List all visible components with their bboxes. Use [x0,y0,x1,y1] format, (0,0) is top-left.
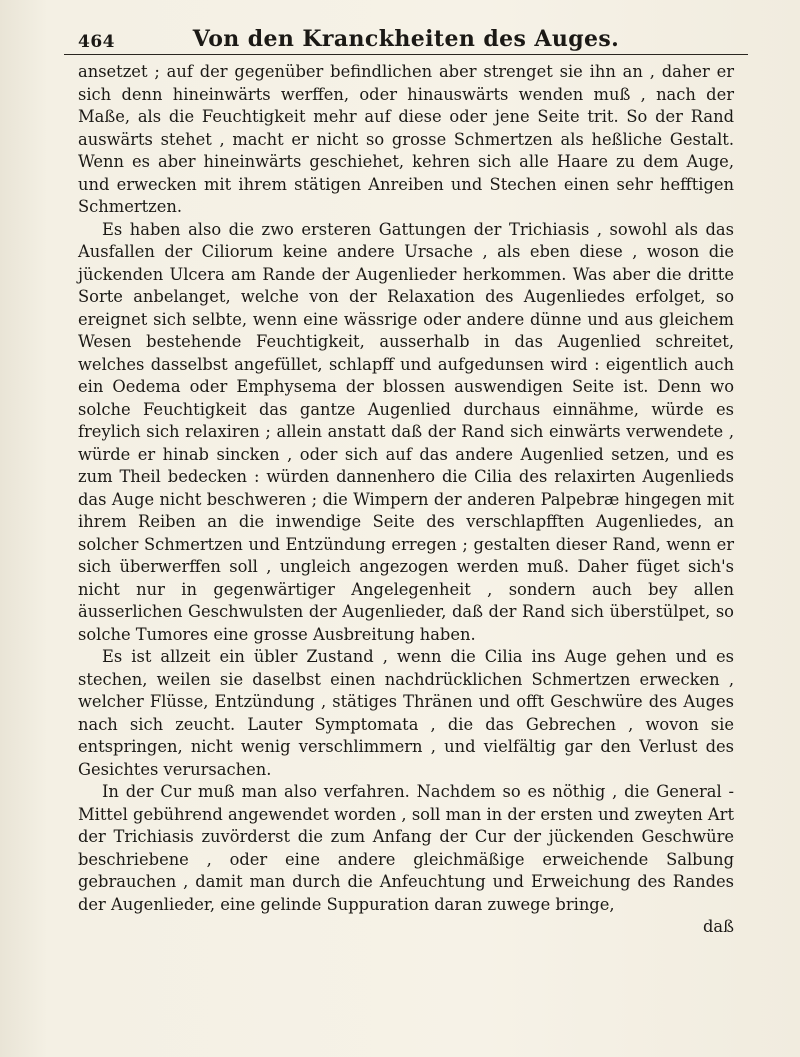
paragraph: ansetzet ; auf der gegenüber befindlichen aber strenget sie ihn an , daher er sich denn hineinwärts werffen, oder hinauswärts wenden muß , nach der Maße, als die Feuchtigkeit mehr auf diese oder jene Seite trit. So der Rand auswärts stehet , macht er nicht so grosse Schmertzen als heßliche Gestalt. Wenn es aber hineinwärts geschiehet, kehren sich alle Haare zu dem Auge, und erwecken mit ihrem stätigen Anreiben und Stechen einen sehr hefftigen Schmertzen. [78,62,734,216]
paragraph: Es haben also die zwo ersteren Gattungen der Trichiasis , sowohl als das Ausfallen der Ciliorum keine andere Ursache , als eben diese , woson die jückenden Ulcera am Rande der Augenlieder herkommen. Was aber die dritte Sorte anbelanget, welche von der Relaxation des Augenliedes erfolget, so ereignet sich selbte, wenn eine wässrige oder andere dünne und aus gleichem Wesen bestehende Feuchtigkeit, ausserhalb in das Augenlied schreitet, welches dasselbst angefüllet, schlapff und aufgedunsen wird : eigentlich auch ein Oedema oder Emphysema der blossen auswendigen Seite ist. Denn wo solche Feuchtigkeit das gantze Augenlied durchaus einnähme, würde es freylich sich relaxiren ; allein anstatt daß der Rand sich einwärts verwendete , würde er hinab sincken , oder sich auf das andere Augenlied setzen, und es zum Theil bedecken : würden dannenhero die Cilia des relaxirten Augenlieds das Auge nicht beschweren ; die Wimpern der anderen Palpebræ hingegen mit ihrem Reiben an die inwendige Seite des verschlapfften Augenliedes, an solcher Schmertzen und Entzündung erregen ; gestalten dieser Rand, wenn er sich überwerffen soll , ungleich angezogen werden muß. Daher füget sich's nicht nur in gegenwärtiger Angelegenheit , sondern auch bey allen äusserlichen Geschwulsten der Augenlieder, daß der Rand sich überstülpet, so solche Tumores eine grosse Ausbreitung haben. [78,219,734,644]
running-title: Von den Kranckheiten des Auges. [192,26,620,52]
paragraph: Es ist allzeit ein übler Zustand , wenn die Cilia ins Auge gehen und es stechen, weilen sie daselbst einen nachdrücklichen Schmertzen erwecken , welcher Flüsse, Entzündung , stätiges Thränen und offt Geschwüre des Auges nach sich zeucht. Lauter Symptomata , die das Gebrechen , wovon sie entspringen, nicht wenig verschlimmern , und vielfältig gar den Verlust des Gesichtes verursachen. [78,647,734,779]
catchword: daß [702,917,734,936]
paragraph: In der Cur muß man also verfahren. Nachdem so es nöthig , die General - Mittel gebührend angewendet worden , soll man in der ersten und zweyten Art der Trichiasis zuvörderst die zum Anfang der Cur der jückenden Geschwüre beschriebene , oder eine andere gleichmäßige erweichende Salbung gebrauchen , damit man durch die Anfeuchtung und Erweichung des Randes der Augenlieder, eine gelinde Suppuration daran zuwege bringe, [78,782,734,914]
page-number: 464 [78,32,115,52]
body-text [78,61,734,916]
page-header [64,18,748,55]
